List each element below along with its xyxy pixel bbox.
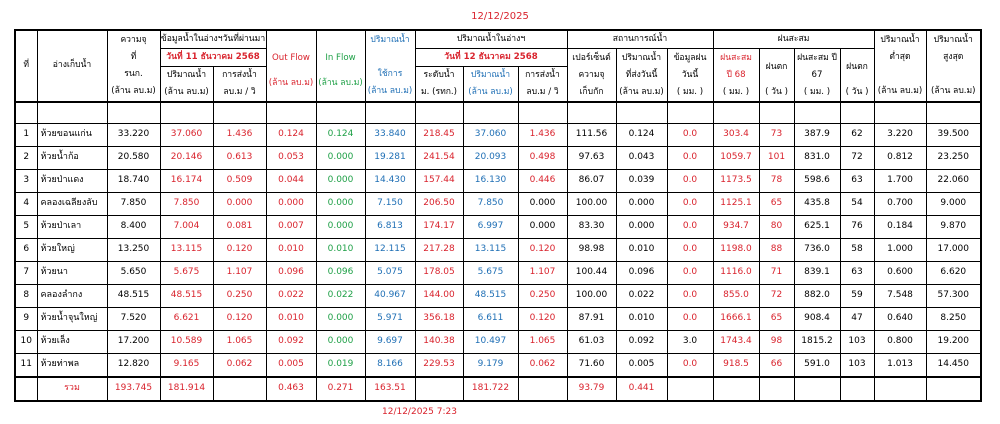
cell-days-67: 58 — [840, 239, 874, 262]
header-no: ที่ — [15, 30, 37, 102]
cell-prev-release: 0.062 — [213, 354, 266, 378]
cell-rain-68: 1059.7 — [713, 147, 759, 170]
reservoir-table — [14, 29, 982, 402]
cell-row-no: 3 — [15, 170, 37, 193]
header-prev-release: การส่งน้ำ ลบ.ม / วิ — [213, 67, 266, 103]
header-max: ปริมาณน้ำ สูงสุด (ล้าน ลบ.ม) — [926, 30, 981, 102]
cell-rain-68: 934.7 — [713, 216, 759, 239]
cell-reservoir-name: ห้วยเล็ง — [37, 331, 107, 354]
cell-prev-volume: 9.165 — [160, 354, 213, 378]
cell-released-today: 0.043 — [616, 147, 667, 170]
table-row — [15, 147, 981, 170]
footer-timestamp: 12/12/2025 7:23 — [382, 407, 457, 417]
cell-level: 241.54 — [415, 147, 463, 170]
cell-level: 217.28 — [415, 239, 463, 262]
cell-current-volume: 20.093 — [463, 147, 518, 170]
cell-prev-volume: 6.621 — [160, 308, 213, 331]
cell-current-release: 1.065 — [518, 331, 567, 354]
header-days-67: ฝนตก ( วัน ) — [840, 49, 874, 103]
header-cur-volume: ปริมาณน้ำ (ล้าน ลบ.ม) — [463, 67, 518, 103]
cell-percent: 100.00 — [567, 285, 616, 308]
cell-rain-today: 0.0 — [667, 239, 713, 262]
cell-reservoir-name: ห้วยป่าเลา — [37, 216, 107, 239]
cell-usable: 7.150 — [365, 193, 415, 216]
header-rain-today: ข้อมูลฝน วันนี้ ( มม. ) — [667, 49, 713, 103]
cell-level: 229.53 — [415, 354, 463, 378]
cell-usable: 6.813 — [365, 216, 415, 239]
cell-prev-release: 0.081 — [213, 216, 266, 239]
cell-prev-volume: 10.589 — [160, 331, 213, 354]
cell-capacity: 18.740 — [107, 170, 160, 193]
cell-days-67: 63 — [840, 170, 874, 193]
header-prev-date: วันที่ 11 ธันวาคม 2568 — [160, 49, 266, 67]
header-days-68: ฝนตก ( วัน ) — [759, 49, 794, 103]
cell-percent: 83.30 — [567, 216, 616, 239]
cell-current-volume: 9.179 — [463, 354, 518, 378]
cell-reservoir-name: ห้วยท่าพล — [37, 354, 107, 378]
cell-days-67: 76 — [840, 216, 874, 239]
cell-outflow: 0.005 — [266, 354, 316, 378]
total-current-volume: 181.722 — [463, 377, 518, 401]
cell-prev-release: 0.509 — [213, 170, 266, 193]
header-rain-68: ฝนสะสม ปี 68 ( มม. ) — [713, 49, 759, 103]
cell-reservoir-name: ห้วยป่าแดง — [37, 170, 107, 193]
cell-prev-release: 0.120 — [213, 239, 266, 262]
cell-current-release: 0.000 — [518, 193, 567, 216]
cell-row-no: 8 — [15, 285, 37, 308]
cell-days-68: 98 — [759, 331, 794, 354]
header-prev-group: ข้อมูลน้ำในอ่างฯวันที่ผ่านมา — [160, 30, 266, 49]
cell-days-68: 101 — [759, 147, 794, 170]
cell-rain-68: 1116.0 — [713, 262, 759, 285]
cell-rain-67: 435.8 — [794, 193, 840, 216]
cell-percent: 98.98 — [567, 239, 616, 262]
cell-outflow: 0.096 — [266, 262, 316, 285]
cell-level: 178.05 — [415, 262, 463, 285]
cell-percent: 87.91 — [567, 308, 616, 331]
cell-max-volume: 23.250 — [926, 147, 981, 170]
cell-rain-today: 0.0 — [667, 170, 713, 193]
cell-min-volume: 0.800 — [874, 331, 926, 354]
cell-prev-volume: 16.174 — [160, 170, 213, 193]
cell-max-volume: 6.620 — [926, 262, 981, 285]
cell-usable: 8.166 — [365, 354, 415, 378]
cell-inflow: 0.000 — [316, 170, 365, 193]
cell-usable: 5.075 — [365, 262, 415, 285]
cell-level: 218.45 — [415, 124, 463, 147]
cell-rain-67: 387.9 — [794, 124, 840, 147]
cell-rain-67: 831.0 — [794, 147, 840, 170]
cell-max-volume: 8.250 — [926, 308, 981, 331]
cell-current-release: 1.107 — [518, 262, 567, 285]
cell-min-volume: 1.700 — [874, 170, 926, 193]
cell-level: 157.44 — [415, 170, 463, 193]
cell-inflow: 0.000 — [316, 193, 365, 216]
cell-reservoir-name: ห้วยขอนแก่น — [37, 124, 107, 147]
total-percent: 93.79 — [567, 377, 616, 401]
header-percent: เปอร์เซ็นต์ ความจุ เก็บกัก — [567, 49, 616, 103]
cell-days-68: 88 — [759, 239, 794, 262]
header-current-group: ปริมาณน้ำในอ่างฯ — [415, 30, 567, 49]
cell-rain-67: 908.4 — [794, 308, 840, 331]
cell-rain-67: 839.1 — [794, 262, 840, 285]
cell-min-volume: 3.220 — [874, 124, 926, 147]
cell-capacity: 20.580 — [107, 147, 160, 170]
cell-rain-68: 918.5 — [713, 354, 759, 378]
cell-rain-68: 1125.1 — [713, 193, 759, 216]
cell-prev-volume: 48.515 — [160, 285, 213, 308]
cell-rain-67: 1815.2 — [794, 331, 840, 354]
cell-prev-release: 0.250 — [213, 285, 266, 308]
cell-inflow: 0.096 — [316, 262, 365, 285]
cell-released-today: 0.000 — [616, 193, 667, 216]
cell-capacity: 13.250 — [107, 239, 160, 262]
cell-released-today: 0.124 — [616, 124, 667, 147]
cell-days-68: 72 — [759, 285, 794, 308]
cell-current-release: 0.446 — [518, 170, 567, 193]
cell-reservoir-name: ห้วยน้ำก้อ — [37, 147, 107, 170]
cell-days-68: 78 — [759, 170, 794, 193]
cell-usable: 9.697 — [365, 331, 415, 354]
cell-row-no: 7 — [15, 262, 37, 285]
cell-rain-today: 0.0 — [667, 262, 713, 285]
cell-prev-volume: 7.004 — [160, 216, 213, 239]
cell-prev-release: 0.120 — [213, 308, 266, 331]
cell-reservoir-name: ห้วยนา — [37, 262, 107, 285]
cell-rain-today: 0.0 — [667, 285, 713, 308]
cell-inflow: 0.010 — [316, 239, 365, 262]
cell-capacity: 7.850 — [107, 193, 160, 216]
total-label: รวม — [37, 377, 107, 401]
cell-released-today: 0.096 — [616, 262, 667, 285]
header-outflow: Out Flow (ล้าน ลบ.ม) — [266, 30, 316, 102]
cell-released-today: 0.039 — [616, 170, 667, 193]
cell-released-today: 0.010 — [616, 308, 667, 331]
cell-rain-68: 855.0 — [713, 285, 759, 308]
cell-current-volume: 10.497 — [463, 331, 518, 354]
header-reservoir: อ่างเก็บน้ำ — [37, 30, 107, 102]
table-row — [15, 193, 981, 216]
cell-rain-68: 1666.1 — [713, 308, 759, 331]
cell-row-no: 5 — [15, 216, 37, 239]
total-usable: 163.51 — [365, 377, 415, 401]
cell-outflow: 0.044 — [266, 170, 316, 193]
cell-current-volume: 7.850 — [463, 193, 518, 216]
cell-prev-volume: 5.675 — [160, 262, 213, 285]
blank-row — [15, 102, 981, 124]
cell-inflow: 0.000 — [316, 216, 365, 239]
cell-released-today: 0.005 — [616, 354, 667, 378]
cell-rain-today: 0.0 — [667, 308, 713, 331]
cell-capacity: 7.520 — [107, 308, 160, 331]
header-usable: ปริมาณน้ำ ใช้การ (ล้าน ลบ.ม) — [365, 30, 415, 102]
cell-capacity: 48.515 — [107, 285, 160, 308]
cell-days-68: 73 — [759, 124, 794, 147]
cell-level: 140.38 — [415, 331, 463, 354]
total-outflow: 0.463 — [266, 377, 316, 401]
cell-usable: 19.281 — [365, 147, 415, 170]
cell-inflow: 0.022 — [316, 285, 365, 308]
cell-min-volume: 7.548 — [874, 285, 926, 308]
cell-usable: 33.840 — [365, 124, 415, 147]
total-row — [15, 377, 981, 401]
cell-capacity: 8.400 — [107, 216, 160, 239]
cell-rain-68: 1198.0 — [713, 239, 759, 262]
cell-inflow: 0.124 — [316, 124, 365, 147]
cell-min-volume: 1.000 — [874, 239, 926, 262]
total-capacity: 193.745 — [107, 377, 160, 401]
cell-reservoir-name: คลองลำกง — [37, 285, 107, 308]
cell-rain-68: 303.4 — [713, 124, 759, 147]
cell-percent: 100.44 — [567, 262, 616, 285]
total-prev-volume: 181.914 — [160, 377, 213, 401]
table-row — [15, 239, 981, 262]
cell-rain-today: 0.0 — [667, 124, 713, 147]
cell-usable: 12.115 — [365, 239, 415, 262]
table-row — [15, 308, 981, 331]
cell-max-volume: 14.450 — [926, 354, 981, 378]
cell-days-67: 62 — [840, 124, 874, 147]
cell-days-68: 71 — [759, 262, 794, 285]
cell-days-68: 66 — [759, 354, 794, 378]
cell-prev-release: 0.613 — [213, 147, 266, 170]
cell-current-volume: 37.060 — [463, 124, 518, 147]
cell-percent: 111.56 — [567, 124, 616, 147]
cell-row-no: 9 — [15, 308, 37, 331]
table-row — [15, 124, 981, 147]
cell-capacity: 12.820 — [107, 354, 160, 378]
cell-level: 144.00 — [415, 285, 463, 308]
cell-outflow: 0.092 — [266, 331, 316, 354]
cell-row-no: 2 — [15, 147, 37, 170]
cell-days-67: 72 — [840, 147, 874, 170]
cell-row-no: 10 — [15, 331, 37, 354]
cell-prev-volume: 7.850 — [160, 193, 213, 216]
cell-percent: 100.00 — [567, 193, 616, 216]
cell-reservoir-name: คลองเฉลียงลับ — [37, 193, 107, 216]
cell-current-release: 0.250 — [518, 285, 567, 308]
cell-current-release: 0.498 — [518, 147, 567, 170]
cell-inflow: 0.000 — [316, 331, 365, 354]
cell-capacity: 17.200 — [107, 331, 160, 354]
header-rain-67: ฝนสะสม ปี 67 ( มม. ) — [794, 49, 840, 103]
cell-max-volume: 9.000 — [926, 193, 981, 216]
cell-days-68: 80 — [759, 216, 794, 239]
cell-min-volume: 1.013 — [874, 354, 926, 378]
cell-outflow: 0.022 — [266, 285, 316, 308]
cell-level: 356.18 — [415, 308, 463, 331]
cell-min-volume: 0.600 — [874, 262, 926, 285]
table-row — [15, 262, 981, 285]
cell-current-volume: 48.515 — [463, 285, 518, 308]
cell-days-67: 54 — [840, 193, 874, 216]
cell-min-volume: 0.700 — [874, 193, 926, 216]
cell-min-volume: 0.640 — [874, 308, 926, 331]
cell-days-67: 103 — [840, 354, 874, 378]
cell-current-volume: 6.997 — [463, 216, 518, 239]
cell-inflow: 0.019 — [316, 354, 365, 378]
cell-level: 206.50 — [415, 193, 463, 216]
cell-max-volume: 57.300 — [926, 285, 981, 308]
cell-released-today: 0.010 — [616, 239, 667, 262]
cell-current-volume: 6.611 — [463, 308, 518, 331]
cell-percent: 86.07 — [567, 170, 616, 193]
cell-inflow: 0.000 — [316, 308, 365, 331]
header-rain-group: ฝนสะสม — [713, 30, 874, 49]
cell-reservoir-name: ห้วยน้ำจุนใหญ่ — [37, 308, 107, 331]
cell-days-67: 59 — [840, 285, 874, 308]
cell-prev-release: 1.065 — [213, 331, 266, 354]
header-released-today: ปริมาณน้ำ ที่ส่งวันนี้ (ล้าน ลบ.ม) — [616, 49, 667, 103]
cell-rain-today: 0.0 — [667, 354, 713, 378]
cell-row-no: 4 — [15, 193, 37, 216]
cell-current-release: 0.000 — [518, 216, 567, 239]
cell-outflow: 0.124 — [266, 124, 316, 147]
cell-prev-volume: 20.146 — [160, 147, 213, 170]
cell-released-today: 0.092 — [616, 331, 667, 354]
cell-rain-today: 0.0 — [667, 193, 713, 216]
cell-row-no: 1 — [15, 124, 37, 147]
cell-days-68: 65 — [759, 308, 794, 331]
cell-prev-volume: 13.115 — [160, 239, 213, 262]
cell-max-volume: 19.200 — [926, 331, 981, 354]
cell-current-volume: 16.130 — [463, 170, 518, 193]
header-prev-volume: ปริมาณน้ำ (ล้าน ลบ.ม) — [160, 67, 213, 103]
cell-max-volume: 9.870 — [926, 216, 981, 239]
cell-max-volume: 17.000 — [926, 239, 981, 262]
cell-rain-67: 882.0 — [794, 285, 840, 308]
cell-outflow: 0.010 — [266, 308, 316, 331]
header-inflow: In Flow (ล้าน ลบ.ม) — [316, 30, 365, 102]
cell-rain-68: 1173.5 — [713, 170, 759, 193]
cell-capacity: 5.650 — [107, 262, 160, 285]
cell-percent: 97.63 — [567, 147, 616, 170]
header-cur-release: การส่งน้ำ ลบ.ม / วิ — [518, 67, 567, 103]
cell-current-release: 0.120 — [518, 239, 567, 262]
cell-prev-release: 1.436 — [213, 124, 266, 147]
cell-prev-release: 1.107 — [213, 262, 266, 285]
cell-max-volume: 22.060 — [926, 170, 981, 193]
cell-rain-67: 598.6 — [794, 170, 840, 193]
cell-days-67: 63 — [840, 262, 874, 285]
cell-days-67: 103 — [840, 331, 874, 354]
total-released: 0.441 — [616, 377, 667, 401]
total-inflow: 0.271 — [316, 377, 365, 401]
header-status-group: สถานการณ์น้ำ — [567, 30, 713, 49]
cell-outflow: 0.010 — [266, 239, 316, 262]
cell-days-68: 65 — [759, 193, 794, 216]
cell-max-volume: 39.500 — [926, 124, 981, 147]
cell-rain-today: 0.0 — [667, 147, 713, 170]
cell-min-volume: 0.812 — [874, 147, 926, 170]
cell-outflow: 0.007 — [266, 216, 316, 239]
cell-rain-today: 0.0 — [667, 216, 713, 239]
table-row — [15, 331, 981, 354]
header-current-date: วันที่ 12 ธันวาคม 2568 — [415, 49, 567, 67]
cell-days-67: 47 — [840, 308, 874, 331]
cell-rain-today: 3.0 — [667, 331, 713, 354]
cell-prev-release: 0.000 — [213, 193, 266, 216]
cell-current-release: 1.436 — [518, 124, 567, 147]
table-row — [15, 170, 981, 193]
cell-rain-67: 591.0 — [794, 354, 840, 378]
cell-usable: 5.971 — [365, 308, 415, 331]
header-cur-level: ระดับน้ำ ม. (รทก.) — [415, 67, 463, 103]
cell-percent: 71.60 — [567, 354, 616, 378]
cell-reservoir-name: ห้วยใหญ่ — [37, 239, 107, 262]
cell-rain-68: 1743.4 — [713, 331, 759, 354]
header-capacity: ความจุ ที่ รนก. (ล้าน ลบ.ม) — [107, 30, 160, 102]
table-row — [15, 216, 981, 239]
cell-released-today: 0.022 — [616, 285, 667, 308]
cell-rain-67: 625.1 — [794, 216, 840, 239]
cell-capacity: 33.220 — [107, 124, 160, 147]
cell-inflow: 0.000 — [316, 147, 365, 170]
report-date: 12/12/2025 — [471, 11, 529, 22]
cell-outflow: 0.000 — [266, 193, 316, 216]
cell-row-no: 11 — [15, 354, 37, 378]
cell-current-volume: 5.675 — [463, 262, 518, 285]
cell-current-release: 0.120 — [518, 308, 567, 331]
cell-rain-67: 736.0 — [794, 239, 840, 262]
cell-released-today: 0.000 — [616, 216, 667, 239]
cell-row-no: 6 — [15, 239, 37, 262]
cell-min-volume: 0.184 — [874, 216, 926, 239]
table-row — [15, 354, 981, 378]
cell-current-release: 0.062 — [518, 354, 567, 378]
cell-usable: 14.430 — [365, 170, 415, 193]
cell-level: 174.17 — [415, 216, 463, 239]
cell-current-volume: 13.115 — [463, 239, 518, 262]
cell-percent: 61.03 — [567, 331, 616, 354]
cell-usable: 40.967 — [365, 285, 415, 308]
cell-prev-volume: 37.060 — [160, 124, 213, 147]
table-row — [15, 285, 981, 308]
header-min: ปริมาณน้ำ ต่ำสุด (ล้าน ลบ.ม) — [874, 30, 926, 102]
cell-outflow: 0.053 — [266, 147, 316, 170]
